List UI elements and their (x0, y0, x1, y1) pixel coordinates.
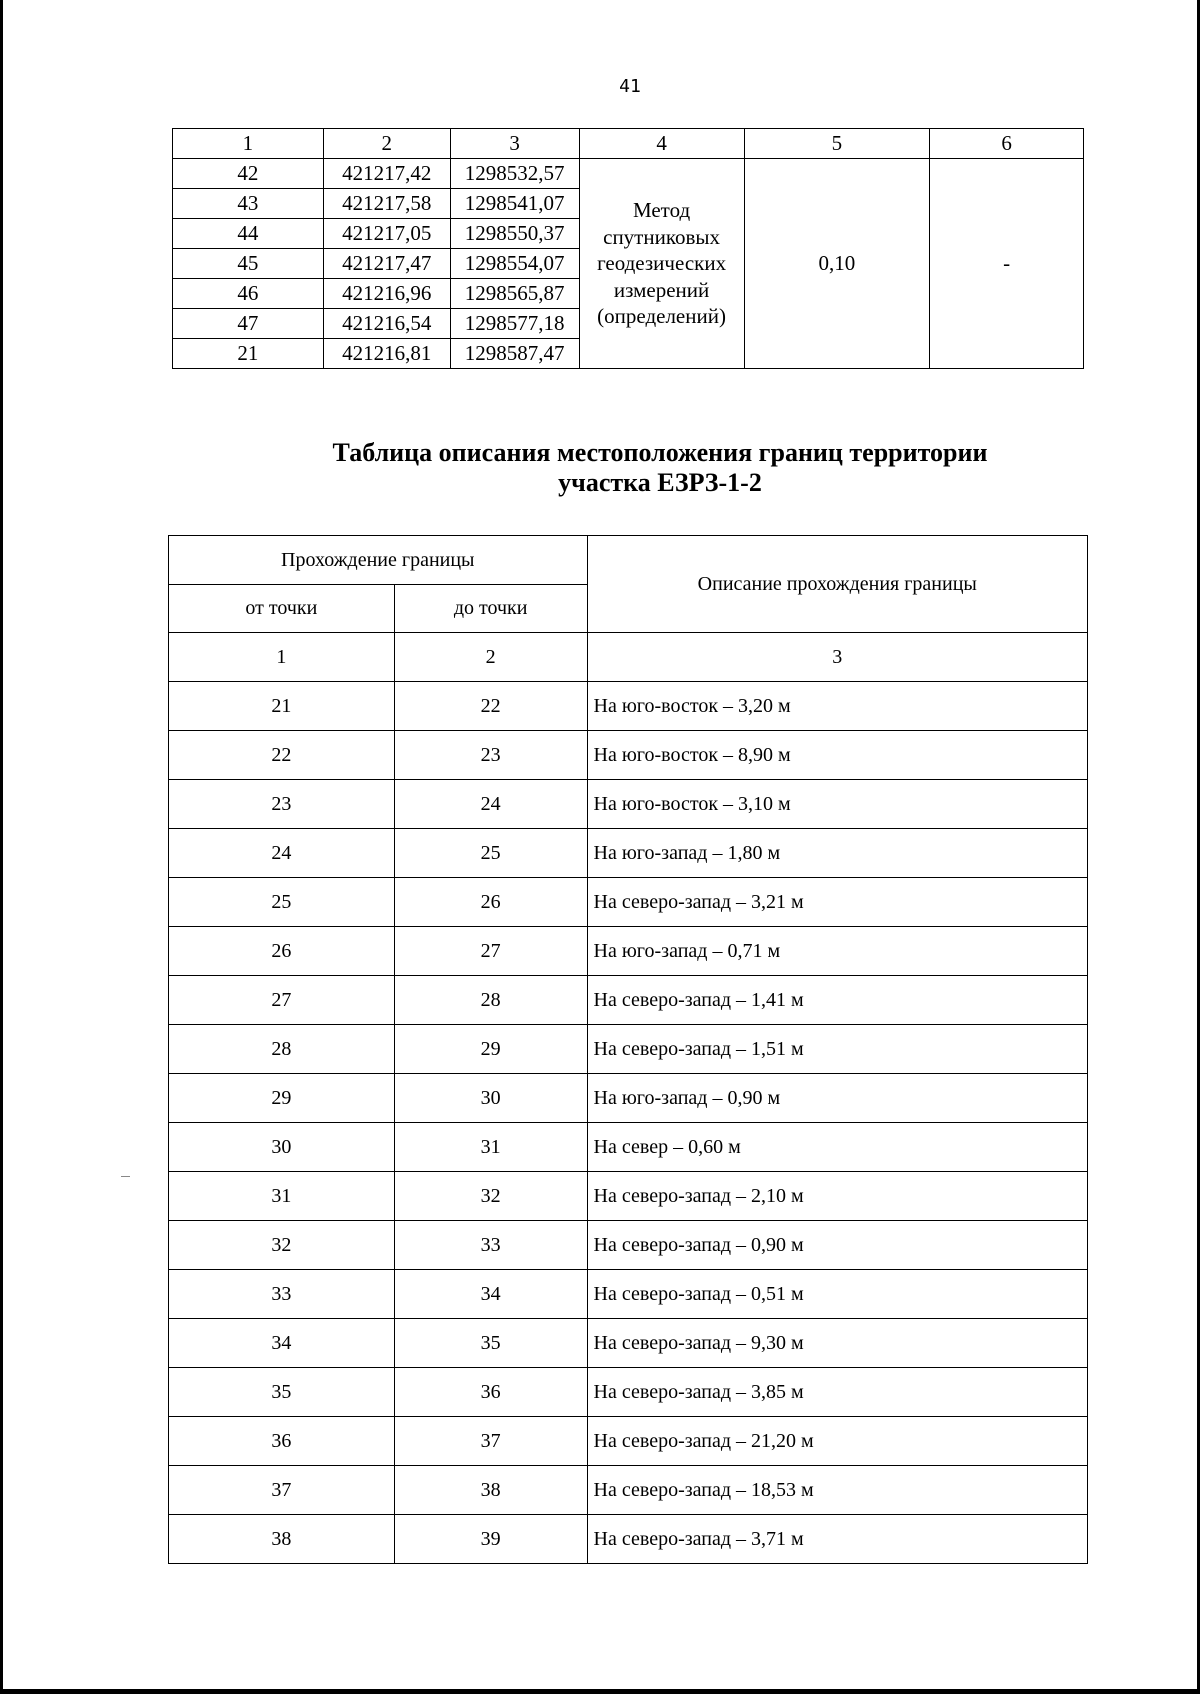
boundary-header-row (169, 536, 1088, 585)
header-description: Описание прохождения границы (587, 536, 1087, 633)
table-row (169, 1172, 1088, 1221)
to-point: 25 (394, 829, 587, 878)
point-number: 45 (173, 249, 324, 279)
from-point: 34 (169, 1319, 395, 1368)
point-number: 42 (173, 159, 324, 189)
to-point: 34 (394, 1270, 587, 1319)
boundary-description: На северо-запад – 3,21 м (587, 878, 1087, 927)
coordinate-x: 421216,54 (323, 309, 450, 339)
column-number-3: 3 (587, 633, 1087, 682)
from-point: 36 (169, 1417, 395, 1466)
table-row (169, 1466, 1088, 1515)
boundary-description: На юго-запад – 1,80 м (587, 829, 1087, 878)
boundary-description: На север – 0,60 м (587, 1123, 1087, 1172)
to-point: 31 (394, 1123, 587, 1172)
coordinate-x: 421217,47 (323, 249, 450, 279)
from-point: 24 (169, 829, 395, 878)
to-point: 29 (394, 1025, 587, 1074)
boundary-description: На северо-запад – 2,10 м (587, 1172, 1087, 1221)
page-number: 41 (619, 76, 641, 97)
coordinate-y: 1298541,07 (450, 189, 579, 219)
boundary-description: На юго-восток – 3,10 м (587, 780, 1087, 829)
table-row (169, 1074, 1088, 1123)
from-point: 29 (169, 1074, 395, 1123)
boundary-description: На юго-запад – 0,90 м (587, 1074, 1087, 1123)
point-number: 21 (173, 339, 324, 369)
table-row (169, 1123, 1088, 1172)
to-point: 28 (394, 976, 587, 1025)
from-point: 27 (169, 976, 395, 1025)
column-6-value: - (930, 159, 1084, 369)
table-row (169, 829, 1088, 878)
section-title (290, 438, 1030, 499)
to-point: 35 (394, 1319, 587, 1368)
boundary-column-numbers-row (169, 633, 1088, 682)
from-point: 25 (169, 878, 395, 927)
boundary-description: На северо-запад – 0,51 м (587, 1270, 1087, 1319)
table-row (169, 878, 1088, 927)
boundary-description: На северо-запад – 9,30 м (587, 1319, 1087, 1368)
to-point: 26 (394, 878, 587, 927)
to-point: 33 (394, 1221, 587, 1270)
from-point: 32 (169, 1221, 395, 1270)
coordinate-x: 421216,96 (323, 279, 450, 309)
to-point: 36 (394, 1368, 587, 1417)
table-row (169, 682, 1088, 731)
coordinate-x: 421216,81 (323, 339, 450, 369)
boundary-table (168, 535, 1088, 1564)
to-point: 24 (394, 780, 587, 829)
coordinate-x: 421217,05 (323, 219, 450, 249)
column-number-4: 4 (579, 129, 744, 159)
to-point: 38 (394, 1466, 587, 1515)
table-row (169, 1270, 1088, 1319)
boundary-description: На северо-запад – 3,71 м (587, 1515, 1087, 1564)
scan-border-bottom (0, 1689, 1200, 1694)
boundary-description: На северо-запад – 18,53 м (587, 1466, 1087, 1515)
from-point: 28 (169, 1025, 395, 1074)
boundary-description: На северо-запад – 0,90 м (587, 1221, 1087, 1270)
boundary-description: На северо-запад – 21,20 м (587, 1417, 1087, 1466)
table-row (169, 1417, 1088, 1466)
to-point: 23 (394, 731, 587, 780)
to-point: 37 (394, 1417, 587, 1466)
to-point: 32 (394, 1172, 587, 1221)
from-point: 35 (169, 1368, 395, 1417)
column-number-1: 1 (169, 633, 395, 682)
table-row (169, 731, 1088, 780)
from-point: 23 (169, 780, 395, 829)
table-row (169, 927, 1088, 976)
scan-speck (121, 1176, 130, 1177)
from-point: 33 (169, 1270, 395, 1319)
point-number: 47 (173, 309, 324, 339)
determination-method: Метод спутниковых геодезических измерений (определений) (579, 159, 744, 369)
coordinate-y: 1298554,07 (450, 249, 579, 279)
table-row (169, 1319, 1088, 1368)
coordinate-y: 1298532,57 (450, 159, 579, 189)
to-point: 22 (394, 682, 587, 731)
section-title-line-1: Таблица описания местоположения границ территории (332, 438, 988, 467)
table-row (169, 1368, 1088, 1417)
table-row (169, 780, 1088, 829)
coordinate-y: 1298550,37 (450, 219, 579, 249)
header-from-point: от точки (169, 585, 395, 633)
to-point: 27 (394, 927, 587, 976)
column-number-6: 6 (930, 129, 1084, 159)
boundary-description: На северо-запад – 3,85 м (587, 1368, 1087, 1417)
from-point: 30 (169, 1123, 395, 1172)
point-number: 46 (173, 279, 324, 309)
from-point: 38 (169, 1515, 395, 1564)
scan-border-left (0, 0, 3, 1694)
coordinates-header-row (173, 129, 1084, 159)
from-point: 31 (169, 1172, 395, 1221)
from-point: 26 (169, 927, 395, 976)
boundary-description: На юго-запад – 0,71 м (587, 927, 1087, 976)
section-title-line-2: участка ЕЗРЗ-1-2 (558, 468, 762, 498)
boundary-description: На юго-восток – 8,90 м (587, 731, 1087, 780)
table-row (173, 159, 1084, 189)
to-point: 39 (394, 1515, 587, 1564)
coordinate-y: 1298565,87 (450, 279, 579, 309)
table-row (169, 1221, 1088, 1270)
coordinate-y: 1298587,47 (450, 339, 579, 369)
boundary-description: На северо-запад – 1,51 м (587, 1025, 1087, 1074)
header-boundary-passage: Прохождение границы (169, 536, 588, 585)
table-row (169, 1515, 1088, 1564)
coordinate-x: 421217,58 (323, 189, 450, 219)
column-number-3: 3 (450, 129, 579, 159)
column-number-2: 2 (323, 129, 450, 159)
to-point: 30 (394, 1074, 587, 1123)
from-point: 37 (169, 1466, 395, 1515)
accuracy-value: 0,10 (744, 159, 930, 369)
from-point: 21 (169, 682, 395, 731)
header-to-point: до точки (394, 585, 587, 633)
point-number: 43 (173, 189, 324, 219)
column-number-2: 2 (394, 633, 587, 682)
coordinate-x: 421217,42 (323, 159, 450, 189)
table-row (169, 976, 1088, 1025)
coordinate-y: 1298577,18 (450, 309, 579, 339)
boundary-description: На юго-восток – 3,20 м (587, 682, 1087, 731)
from-point: 22 (169, 731, 395, 780)
coordinates-table (172, 128, 1084, 369)
boundary-rows (169, 682, 1088, 1564)
boundary-description: На северо-запад – 1,41 м (587, 976, 1087, 1025)
column-number-1: 1 (173, 129, 324, 159)
point-number: 44 (173, 219, 324, 249)
column-number-5: 5 (744, 129, 930, 159)
table-row (169, 1025, 1088, 1074)
